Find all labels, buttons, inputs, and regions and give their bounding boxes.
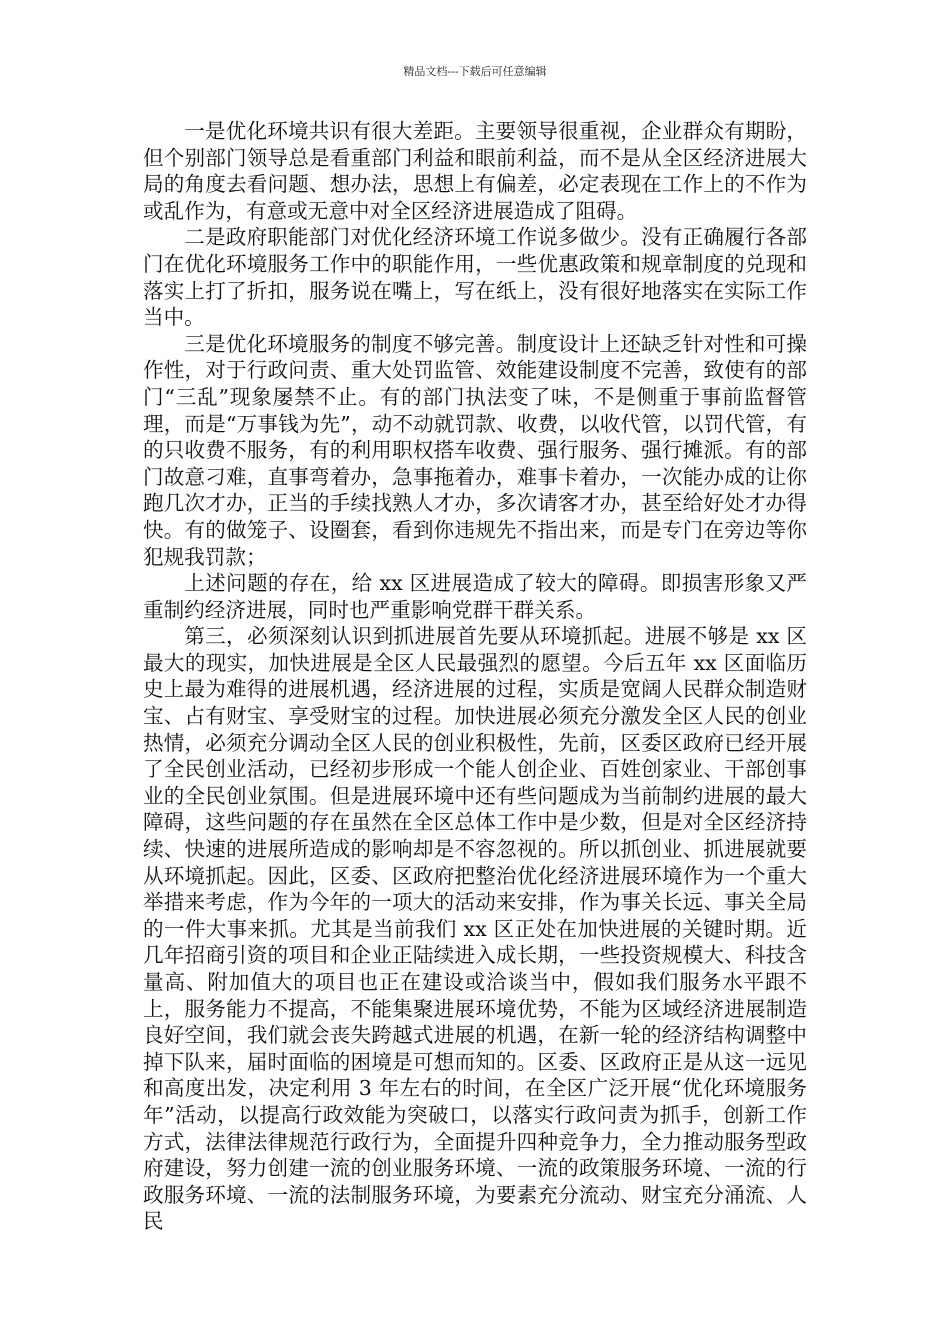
paragraph-1: 一是优化环境共识有很大差距。主要领导很重视，企业群众有期盼，但个别部门领导总是看重部门利益和眼前利益，而不是从全区经济进展大局的角度去看问题、想办法，思想上有偏差，必定表现在工作上的不作为或乱作为，有意或无意中对全区经济进展造成了阻碍。 [143, 119, 807, 223]
paragraph-5: 第三，必须深刻认识到抓进展首先要从环境抓起。进展不够是 xx 区最大的现实，加快进展是全区人民最强烈的愿望。今后五年 xx 区面临历史上最为难得的进展机遇，经济进展的过程，实质是宽阔人民群众制造财宝、占有财宝、享受财宝的过程。加快进展必须充分激发全区人民的创业热情，必须充分调动全区人民的创业积极性，先前，区委区政府已经开展了全民创业活动，已经初步形成一个能人创企业、百姓创家业、干部创事业的全民创业氛围。但是进展环境中还有些问题成为当前制约进展的最大障碍，这些问题的存在虽然在全区总体工作中是少数，但是对全区经济持续、快速的进展所造成的影响却是不容忽视的。所以抓创业、抓进展就要从环境抓起。因此，区委、区政府把整治优化经济进展环境作为一个重大举措来考虑，作为今年的一项大的活动来安排，作为事关长远、事关全局的一件大事来抓。尤其是当前我们 xx 区正处在加快进展的关键时期。近几年招商引资的项目和企业正陆续进入成长期，一些投资规模大、科技含量高、附加值大的项目也正在建设或洽谈当中，假如我们服务水平跟不上，服务能力不提高，不能集聚进展环境优势，不能为区域经济进展制造良好空间，我们就会丧失跨越式进展的机遇，在新一轮的经济结构调整中掉下队来，届时面临的困境是可想而知的。区委、区政府正是从这一远见和高度出发，决定利用 3 年左右的时间，在全区广泛开展“优化环境服务年”活动，以提高行政效能为突破口，以落实行政问责为抓手，创新工作方式，法律法律规范行政行为，全面提升四种竞争力，全力推动服务型政府建设，努力创建一流的创业服务环境、一流的政策服务环境、一流的行政服务环境、一流的法制服务环境，为要素充分流动、财宝充分涌流、人民 [143, 624, 807, 1234]
document-body [143, 118, 807, 1235]
paragraph-2: 二是政府职能部门对优化经济环境工作说多做少。没有正确履行各部门在优化环境服务工作中的职能作用，一些优惠政策和规章制度的兑现和落实上打了折扣，服务说在嘴上，写在纸上，没有很好地落实在实际工作当中。 [143, 225, 807, 330]
paragraph-3: 三是优化环境服务的制度不够完善。制度设计上还缺乏针对性和可操作性，对于行政问责、重大处罚监管、效能建设制度不完善，致使有的部门“三乱”现象屡禁不止。有的部门执法变了味，不是侧重于事前监督管理，而是“万事钱为先”，动不动就罚款、收费，以收代管，以罚代管，有的只收费不服务，有的利用职权搭车收费、强行服务、强行摊派。有的部门故意刁难，直事弯着办，急事拖着办，难事卡着办，一次能办成的让你跑几次才办，正当的手续找熟人才办，多次请客才办，甚至给好处才办得快。有的做笼子、设圈套，看到你违规先不指出来，而是专门在旁边等你犯规我罚款； [143, 331, 807, 569]
paragraph-4: 上述问题的存在，给 xx 区进展造成了较大的障碍。即损害形象又严重制约经济进展，同时也严重影响党群干群关系。 [143, 571, 807, 622]
page-header: 精品文档---下载后可任意编辑 [403, 65, 547, 78]
